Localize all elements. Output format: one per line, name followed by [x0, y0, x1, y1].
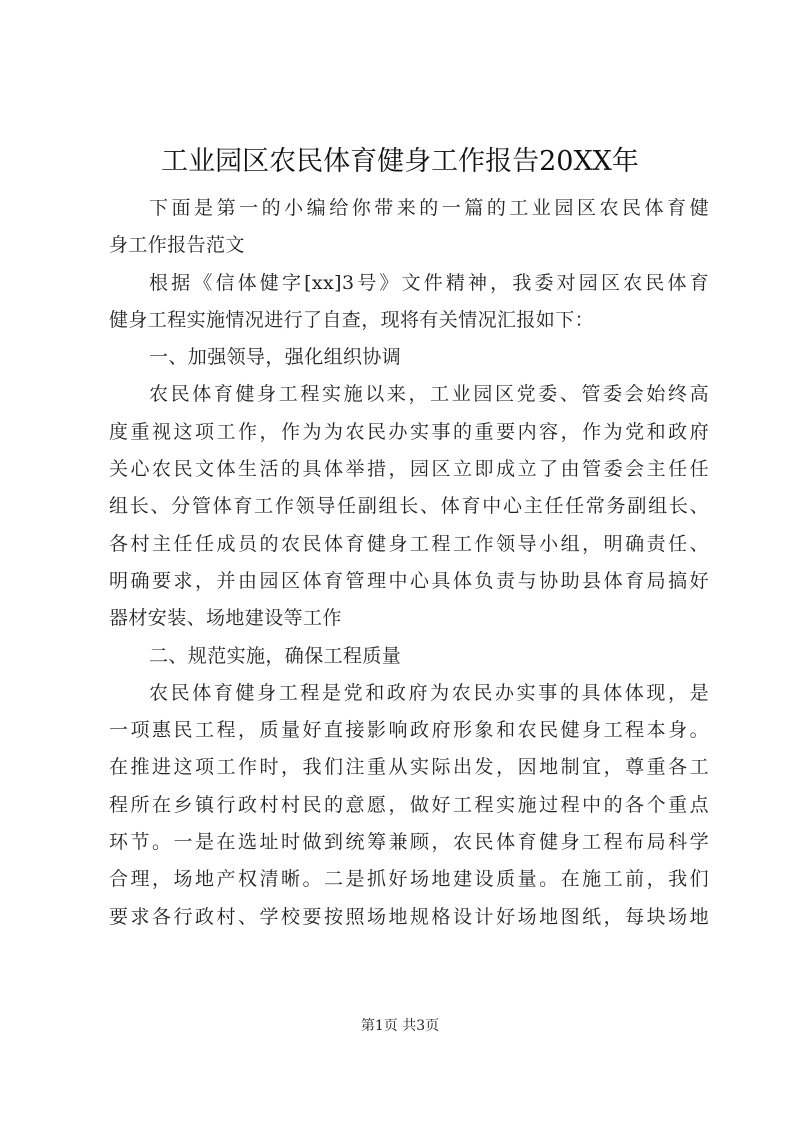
paragraph-line: 明确要求，并由园区体育管理中心具体负责与协助县体育局搞好 — [109, 569, 709, 592]
paragraph-line: 关心农民文体生活的具体举措，园区立即成立了由管委会主任任 — [109, 458, 709, 481]
paragraph-line: 二、规范实施，确保工程质量 — [149, 644, 402, 667]
paragraph-line: 农民体育健身工程是党和政府为农民办实事的具体体现，是 — [149, 681, 709, 704]
paragraph-line: 根据《信体健字[xx]3号》文件精神，我委对园区农民体育 — [149, 271, 709, 294]
paragraph-line: 度重视这项工作，作为为农民办实事的重要内容，作为党和政府 — [109, 420, 709, 443]
page-footer: 第1页 共3页 — [360, 1018, 440, 1034]
paragraph-line: 一、加强领导，强化组织协调 — [149, 346, 402, 369]
document-body — [109, 190, 709, 936]
paragraph-line: 器材安装、场地建设等工作 — [109, 607, 342, 630]
paragraph-line: 合理，场地产权清晰。二是抓好场地建设质量。在施工前，我们 — [109, 868, 709, 891]
paragraph-line: 健身工程实施情况进行了自查，现将有关情况汇报如下： — [109, 308, 595, 331]
paragraph-line: 身工作报告范文 — [109, 234, 245, 257]
paragraph-line: 程所在乡镇行政村村民的意愿，做好工程实施过程中的各个重点 — [109, 793, 709, 816]
paragraph-line: 组长、分管体育工作领导任副组长、体育中心主任任常务副组长、 — [109, 495, 709, 518]
document-title: 工业园区农民体育健身工作报告20XX年 — [161, 146, 639, 177]
paragraph-line: 要求各行政村、学校要按照场地规格设计好场地图纸，每块场地 — [109, 905, 709, 928]
paragraph-line: 在推进这项工作时，我们注重从实际出发，因地制宜，尊重各工 — [109, 756, 709, 779]
paragraph-line: 环节。一是在选址时做到统筹兼顾，农民体育健身工程布局科学 — [109, 831, 709, 854]
paragraph-line: 一项惠民工程，质量好直接影响政府形象和农民健身工程本身。 — [109, 719, 709, 742]
paragraph-line: 各村主任任成员的农民体育健身工程工作领导小组，明确责任、 — [109, 532, 709, 555]
paragraph-line: 下面是第一的小编给你带来的一篇的工业园区农民体育健 — [149, 197, 709, 219]
paragraph-line: 农民体育健身工程实施以来，工业园区党委、管委会始终高 — [149, 383, 709, 406]
